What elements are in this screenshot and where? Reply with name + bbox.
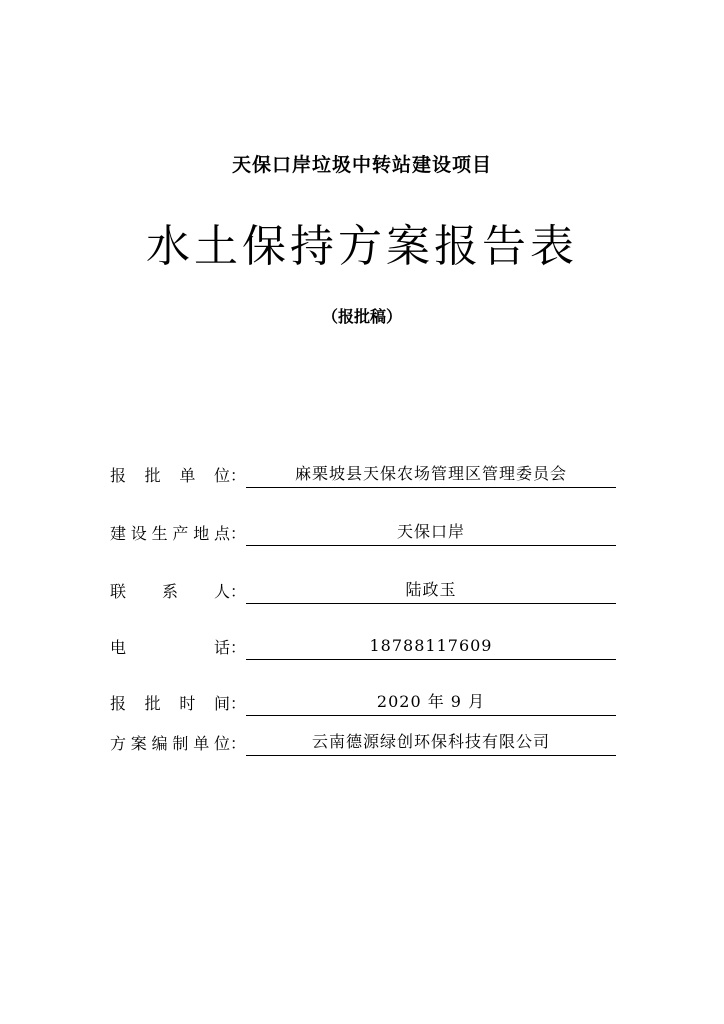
field-value: 陆政玉: [405, 580, 457, 599]
field-contact-person: [110, 578, 616, 604]
field-value: 云南德源绿创环保科技有限公司: [311, 732, 550, 751]
field-value: 2020 年 9 月: [376, 692, 486, 711]
report-main-title: 水土保持方案报告表: [146, 221, 578, 272]
field-label: 报 批 单 位：: [110, 466, 246, 485]
field-value: 麻栗坡县天保农场管理区管理委员会: [294, 464, 567, 483]
draft-label: （报批稿）: [321, 307, 402, 326]
field-approval-unit: [110, 462, 616, 488]
field-label: 方 案 编 制 单 位：: [110, 734, 246, 753]
field-value: 天保口岸: [396, 522, 465, 541]
field-value-line: [246, 635, 616, 660]
field-label: 建 设 生 产 地 点：: [110, 524, 246, 543]
field-label: 联 系 人：: [110, 582, 246, 601]
field-value-line: [246, 731, 616, 756]
field-approval-date: [110, 690, 616, 716]
field-value-line: [246, 579, 616, 604]
field-value-line: [246, 691, 616, 716]
project-title: 天保口岸垃圾中转站建设项目: [231, 154, 492, 176]
field-value-line: [246, 463, 616, 488]
field-value-line: [246, 521, 616, 546]
field-value: 18788117609: [369, 636, 493, 655]
field-construction-site: [110, 520, 616, 546]
field-plan-preparer: [110, 730, 616, 756]
field-label: 电 话：: [110, 638, 246, 657]
field-phone: [110, 634, 616, 660]
field-label: 报 批 时 间：: [110, 694, 246, 713]
